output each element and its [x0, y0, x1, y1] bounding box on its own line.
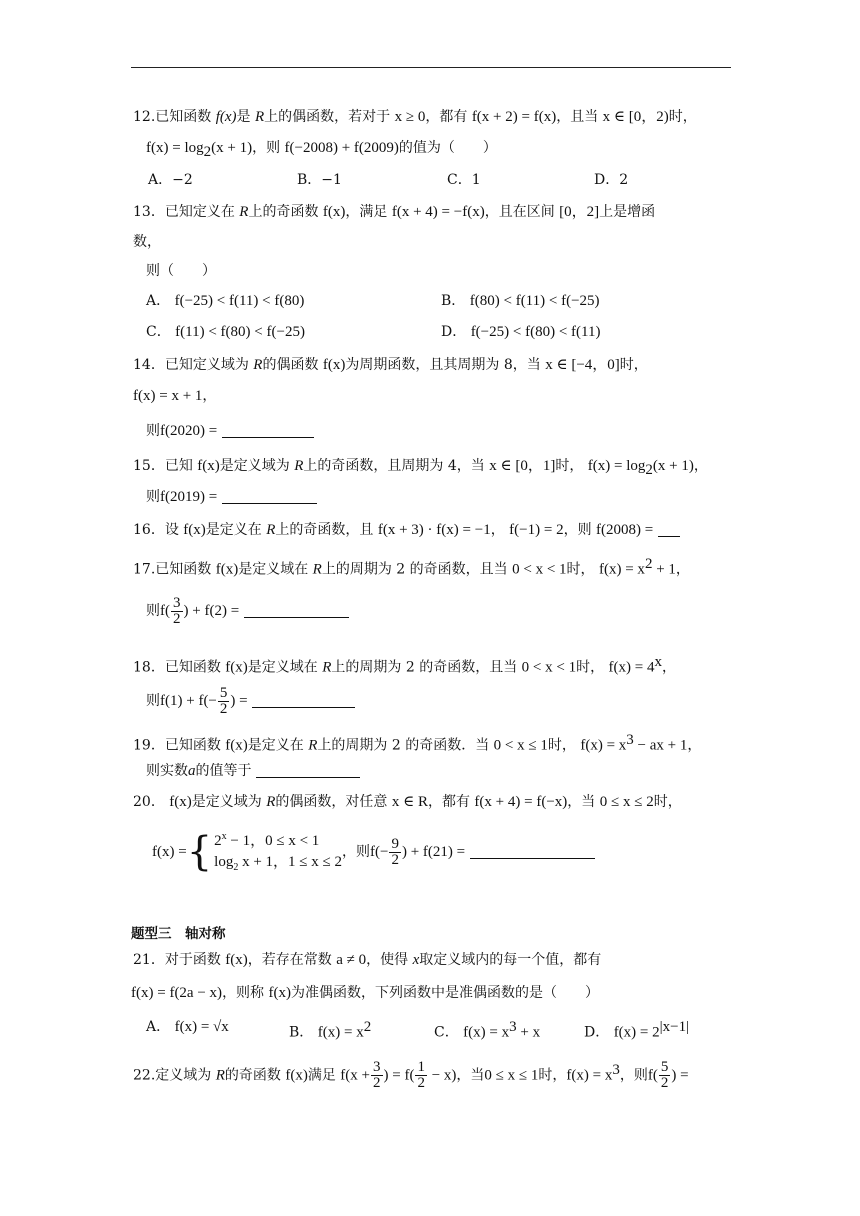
q13-option-b: B． f(80) < f(11) < f(−25) — [441, 293, 600, 309]
fraction: $\frac{3}{2}$ — [173, 594, 181, 627]
q17-line1: 17.已知函数 f(x)是定义域在 R上的周期为 2 的奇函数，且当 0 < x < 1时， $f(x) = x^2 + 1$， — [133, 556, 690, 578]
q12-option-a: A．−2 — [148, 172, 193, 188]
q21-line1: 21．对于函数 f(x)，若存在常数 a ≠ 0，使得 x取定义域内的每一个值，都有 — [133, 952, 602, 968]
answer-blank[interactable] — [470, 844, 595, 859]
q16-line1: 16．设 f(x)是定义在 R上的奇函数，且 f(x + 3) · f(x) = −1， f(−1) = 2，则 f(2008) = — [133, 520, 680, 540]
q22-line1: 22.定义域为 R的奇函数 f(x)满足 f(x + $\frac{3}{2}$ ) = f( $\frac{1}{2}$ − x)，当0 ≤ x ≤ 1时，$f(x) = x^3$，则f( $\frac{5}{2}$ ) = — [133, 1059, 689, 1092]
header-rule — [131, 67, 731, 68]
case-1: $2^x - 1$，0 ≤ x < 1 — [214, 831, 320, 849]
case-2: $\log_2 x + 1$，1 ≤ x ≤ 2 — [214, 854, 343, 873]
q19-line1: 19．已知函数 f(x)是定义在 R上的周期为 2 的奇函数．当 0 < x ≤ 1时， $f(x) = x^3$ − ax + 1， — [133, 732, 702, 754]
q14-line1: 14．已知定义域为 R的偶函数 f(x)为周期函数，且其周期为 8，当 x ∈ [−4，0]时， — [133, 357, 648, 373]
q13-line2: 数， — [133, 234, 161, 250]
q20-line2: f(x) ={ $2^x - 1$，0 ≤ x < 1 $\log_2 x + 1$，1 ≤ x ≤ 2 ，则f(− $\frac{9}{2}$ ) + f(21) = — [152, 826, 595, 878]
answer-blank[interactable] — [256, 763, 360, 778]
fraction: $\frac{5}{2}$ — [219, 684, 228, 717]
q14-line2: f(x) = x + 1， — [133, 388, 217, 404]
q21-option-a: A． f(x) = √x — [146, 1019, 229, 1035]
answer-blank[interactable] — [222, 423, 314, 438]
q13-option-d: D． f(−25) < f(80) < f(11) — [441, 324, 601, 340]
q12-option-d: D．2 — [594, 172, 629, 188]
q18-line2: 则f(1) + f(− $\frac{5}{2}$ ) = — [146, 684, 355, 718]
fraction: $\frac{3}{2}$ — [373, 1059, 381, 1092]
q21-option-c: C． $f(x) = x^3 + x$ — [434, 1019, 541, 1041]
answer-blank[interactable] — [658, 522, 680, 537]
answer-blank[interactable] — [252, 693, 355, 708]
answer-blank[interactable] — [244, 603, 349, 618]
q13-line1: 13．已知定义在 R上的奇函数 f(x)，满足 f(x + 4) = −f(x)，且在区间 [0，2]上是增函 — [133, 204, 656, 220]
q12-line1: 12.已知函数 f(x)是 R上的偶函数，若对于 x ≥ 0，都有 f(x + 2) = f(x)，且当 x ∈ [0，2)时， — [133, 109, 697, 125]
q12-option-b: B．−1 — [297, 172, 342, 188]
answer-blank[interactable] — [222, 489, 317, 504]
fraction: $\frac{9}{2}$ — [391, 835, 399, 868]
q21-line2: f(x) = f(2a − x)，则称 f(x)为准偶函数，下列函数中是准偶函数的是（ ） — [131, 985, 600, 1001]
section-title: 题型三 轴对称 — [131, 926, 226, 942]
q13-option-c: C． f(11) < f(80) < f(−25) — [146, 324, 305, 340]
q14-line3: 则f(2020) = — [146, 421, 314, 441]
q21-option-b: B． $f(x) = x^2$ — [289, 1019, 372, 1041]
q18-line1: 18．已知函数 f(x)是定义域在 R上的周期为 2 的奇函数，且当 0 < x < 1时， $f(x) = 4^x$， — [133, 654, 676, 676]
q17-line2: 则f( $\frac{3}{2}$ ) + f(2) = — [146, 594, 349, 628]
fraction: $\frac{1}{2}$ — [417, 1059, 425, 1092]
q13-line3: 则（ ） — [146, 263, 216, 279]
left-brace: { — [186, 829, 213, 875]
q12-option-c: C．1 — [447, 172, 481, 188]
fraction: $\frac{5}{2}$ — [660, 1059, 669, 1092]
q15-line1: 15．已知 f(x)是定义域为 R上的奇函数，且周期为 4，当 x ∈ [0，1]时， $f(x) = \log_2(x + 1)$， — [133, 458, 708, 478]
q21-option-d: D． $f(x) = 2^{|x-1|}$ — [584, 1019, 690, 1041]
q15-line2: 则f(2019) = — [146, 487, 317, 507]
piecewise-cases — [214, 826, 342, 878]
q19-line2: 则实数a的值等于 — [146, 761, 360, 781]
q12-line2: $f(x) = \log_2(x + 1)$，则 f(−2008) + f(2009)的值为（ ） — [146, 140, 497, 160]
q13-option-a: A． f(−25) < f(11) < f(80) — [146, 293, 305, 309]
q20-line1: 20． f(x)是定义域为 R的偶函数，对任意 x ∈ R，都有 f(x + 4) = f(−x)，当 0 ≤ x ≤ 2时， — [133, 794, 682, 810]
